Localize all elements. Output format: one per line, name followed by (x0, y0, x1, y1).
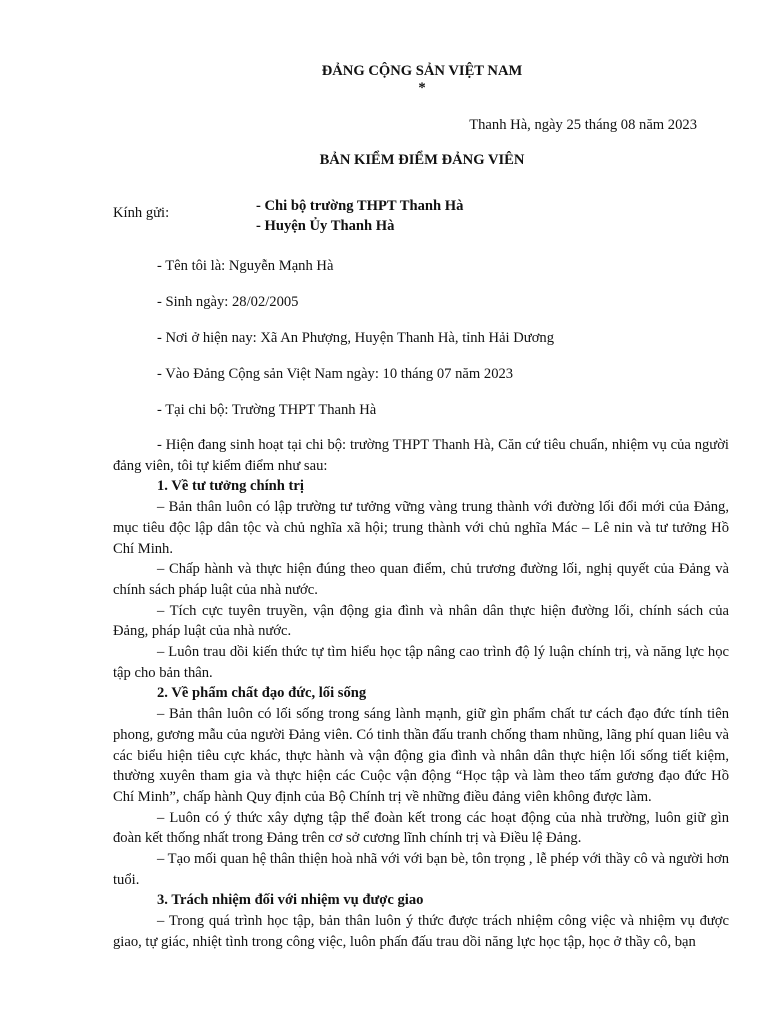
info-address: - Nơi ở hiện nay: Xã An Phượng, Huyện Thanh Hà, tỉnh Hải Dương (157, 330, 555, 346)
recipient-line-2: - Huyện Ủy Thanh Hà (256, 218, 395, 234)
section-3-heading: 3. Trách nhiệm đối với nhiệm vụ được giao (157, 892, 424, 909)
place-date: Thanh Hà, ngày 25 tháng 08 năm 2023 (469, 117, 697, 133)
info-birthdate: - Sinh ngày: 28/02/2005 (157, 294, 299, 310)
recipient-label: Kính gửi: (113, 205, 170, 221)
recipient-line-1: - Chi bộ trường THPT Thanh Hà (256, 198, 464, 214)
section-1-paragraph: – Luôn trau dồi kiến thức tự tìm hiểu học tập nâng cao trình độ lý luận chính trị, và năng lực học tập cho bản thân. (113, 644, 729, 681)
section-1-paragraph: – Tích cực tuyên truyền, vận động gia đình và nhân dân thực hiện đường lối, chính sách của Đảng, pháp luật của nhà nước. (113, 602, 729, 640)
section-1-paragraph: – Chấp hành và thực hiện đúng theo quan điểm, chủ trương đường lối, nghị quyết của Đảng và chính sách pháp luật của nhà nước. (113, 561, 729, 598)
document-title: BẢN KIỂM ĐIỂM ĐẢNG VIÊN (319, 152, 525, 168)
section-2-paragraph: – Tạo mối quan hệ thân thiện hoà nhã với với bạn bè, tôn trọng , lễ phép với thầy cô và người hơn tuổi. (113, 851, 729, 888)
intro-paragraph: - Hiện đang sinh hoạt tại chi bộ: trường THPT Thanh Hà, Căn cứ tiêu chuẩn, nhiệm vụ của người đảng viên, tôi tự kiểm điểm như sau: (113, 437, 729, 474)
info-branch: - Tại chi bộ: Trường THPT Thanh Hà (157, 402, 377, 418)
section-1-heading: 1. Về tư tưởng chính trị (157, 478, 304, 495)
section-2-paragraph: – Bản thân luôn có lối sống trong sáng lành mạnh, giữ gìn phẩm chất tư cách đạo đức tính tiên phong, gương mẫu của người Đảng viên. Có tinh thần đấu tranh chống tham nhũng, lãng phí quan liêu và các biểu hiện tiêu cực khác, thực hành và vận động gia đình và nhân dân thực hiện lối sống tiết kiệm, thường xuyên tham gia và thực hiện các Cuộc vận động “Học tập và làm theo tấm gương đạo đức Hồ Chí Minh”, chấp hành Quy định của Bộ Chính trị về những điều đảng viên không được làm. (113, 706, 729, 805)
self-assessment-body (113, 435, 729, 953)
section-1-paragraph: – Bản thân luôn có lập trường tư tưởng vững vàng trung thành với đường lối đổi mới của Đảng, mục tiêu độc lập dân tộc và chủ nghĩa xã hội; trung thành với chủ nghĩa Mác – Lê nin và tư tưởng Hồ Chí Minh. (113, 499, 729, 557)
section-3-paragraph: – Trong quá trình học tập, bản thân luôn ý thức được trách nhiệm công việc và nhiệm vụ được giao, tự giác, nhiệt tình trong công việc, luôn phấn đấu trau dồi năng lực học tập, học ở thầy cô, bạn (113, 913, 729, 950)
star-mark: * (418, 80, 426, 96)
info-name: - Tên tôi là: Nguyễn Mạnh Hà (157, 258, 334, 274)
section-2-heading: 2. Về phẩm chất đạo đức, lối sống (157, 685, 367, 702)
info-join-date: - Vào Đảng Cộng sản Việt Nam ngày: 10 tháng 07 năm 2023 (157, 366, 514, 382)
section-2-paragraph: – Luôn có ý thức xây dựng tập thể đoàn kết trong các hoạt động của nhà trường, luôn giữ gìn đoàn kết thống nhất trong Đảng trên cơ sở cương lĩnh chính trị và Điều lệ Đảng. (113, 809, 729, 847)
party-name: ĐẢNG CỘNG SẢN VIỆT NAM (321, 63, 523, 79)
